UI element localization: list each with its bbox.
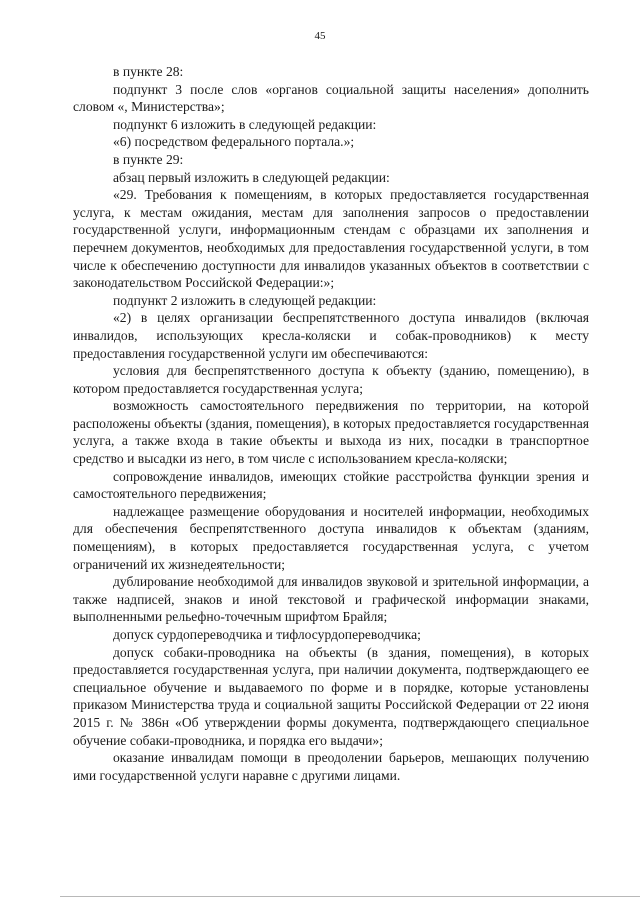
paragraph-point-29: в пункте 29: — [113, 151, 184, 167]
page-number: 45 — [314, 30, 326, 42]
paragraph-subpoint-2-intro: подпункт 2 изложить в следующей редакции: — [113, 292, 377, 308]
paragraph-subpoint-6-text: «6) посредством федерального портала.»; — [113, 134, 355, 150]
paragraph-independent-movement: возможность самостоятельного передвижения по территории, на которой расположены объекты (здания, помещения), в которых предоставляется государственная услуга, а также входа в такие объекты и выхода из них, посадки в транспортное средство и высадки из него, в том числе с использованием кресла-коляски; — [73, 398, 589, 467]
paragraph-barrier-assistance: оказание инвалидам помощи в преодолении барьеров, мешающих получению ими государственной услуги наравне с другими лицами. — [73, 750, 589, 783]
document-body — [73, 63, 589, 784]
paragraph-interpreter-admission: допуск сурдопереводчика и тифлосурдопереводчика; — [113, 627, 421, 642]
paragraph-subpoint-3: подпункт 3 после слов «органов социальной защиты населения» дополнить словом «, Министерства»; — [73, 81, 589, 115]
scan-edge-line — [60, 896, 640, 897]
paragraph-guide-dog-admission: допуск собаки-проводника на объекты (в здания, помещения), в которых предоставляется государственная услуга, при наличии документа, подтверждающего ее специальное обучение и выдаваемого по форме и в порядке, которые установлены приказом Министерства труда и социальной защиты Российской Федерации от 22 июня 2015 г. № 386н «Об утверждении формы документа, подтверждающего специальное обучение собаки-проводника, и порядка его выдачи»; — [73, 644, 589, 748]
paragraph-first-abzac-intro: абзац первый изложить в следующей редакции: — [113, 169, 390, 185]
paragraph-requirements-29: «29. Требования к помещениям, в которых предоставляется государственная услуга, к местам ожидания, местам для заполнения запросов о предоставлении государственной услуги, информационным стендам с образцами их заполнения и перечнем документов, необходимых для предоставления государственной услуги, в том числе к обеспечению доступности для инвалидов указанных объектов в соответствии с законодательством Российской Федерации:»; — [73, 187, 589, 291]
paragraph-subpoint-6-intro: подпункт 6 изложить в следующей редакции: — [113, 116, 377, 132]
paragraph-access-conditions: условия для беспрепятственного доступа к объекту (зданию, помещению), в котором предоставляется государственная услуга; — [73, 363, 589, 396]
paragraph-equipment-placement: надлежащее размещение оборудования и носителей информации, необходимых для обеспечения беспрепятственного доступа инвалидов к объектам (зданиям, помещениям), в которых предоставляется государственная услуга, с учетом ограничений их жизнедеятельности; — [73, 503, 589, 572]
paragraph-accessibility-intro: «2) в целях организации беспрепятственного доступа инвалидов (включая инвалидов, использующих кресла-коляски и собак-проводников) к месту предоставления государственной услуги им обеспечиваются: — [73, 310, 589, 361]
paragraph-information-duplication: дублирование необходимой для инвалидов звуковой и зрительной информации, а также надписей, знаков и иной текстовой и графической информации знаками, выполненными рельефно-точечным шрифтом Брайля; — [73, 574, 589, 625]
paragraph-escort: сопровождение инвалидов, имеющих стойкие расстройства функции зрения и самостоятельного передвижения; — [73, 468, 589, 502]
paragraph-point-28: в пункте 28: — [113, 64, 184, 79]
